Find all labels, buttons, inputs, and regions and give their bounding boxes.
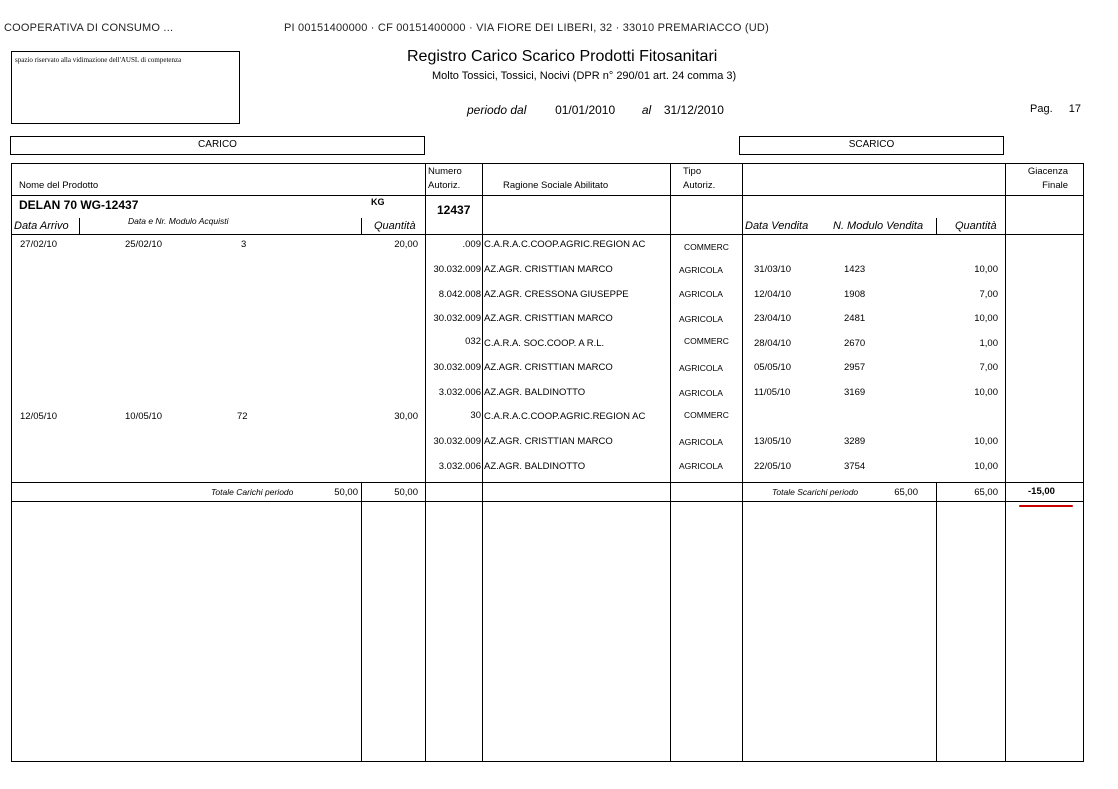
scarico-ragione: AZ.AGR. BALDINOTTO (484, 461, 586, 472)
product-name: DELAN 70 WG-12437 (19, 198, 139, 212)
scarico-numero: 3.032.006 (438, 461, 481, 472)
period-to: 31/12/2010 (663, 103, 724, 117)
col-tipo-2: Autoriz. (683, 180, 716, 191)
col-data-arrivo: Data Arrivo (14, 220, 69, 232)
period-from: 01/01/2010 (555, 103, 616, 117)
scarico-numero: 032 (465, 336, 481, 347)
scarico-data: 13/05/10 (754, 436, 791, 447)
col-tipo-1: Tipo (683, 166, 702, 177)
scarico-data: 31/03/10 (754, 264, 791, 275)
scarico-ragione: AZ.AGR. BALDINOTTO (484, 387, 586, 398)
header-divider (11, 195, 1084, 196)
carico-data-modulo: 25/02/10 (125, 239, 162, 250)
totale-carichi-label: Totale Carichi periodo (211, 487, 294, 497)
scarico-data: 12/04/10 (754, 289, 791, 300)
page-number: Pag. 17 (1030, 103, 1082, 115)
scarico-tipo: AGRICOLA (679, 363, 723, 373)
product-unit: KG (371, 197, 385, 207)
scarico-modulo: 3169 (844, 387, 866, 398)
scarico-numero: .009 (462, 239, 481, 250)
col-divider (936, 482, 937, 762)
totale-scarichi: 65,00 (974, 487, 998, 498)
scarico-numero: 30.032.009 (433, 264, 481, 275)
scarico-quantita: 7,00 (979, 362, 998, 373)
scarico-quantita: 1,00 (979, 338, 998, 349)
col-numero-2: Autoriz. (428, 180, 461, 191)
scarico-modulo: 1423 (844, 264, 866, 275)
col-divider (361, 218, 362, 235)
period-to-label: al (641, 103, 652, 117)
scarico-quantita: 10,00 (974, 436, 998, 447)
col-nome-prodotto: Nome del Prodotto (19, 180, 99, 191)
col-data-vendita: Data Vendita (745, 220, 809, 232)
col-divider (79, 218, 80, 235)
scarico-tipo: COMMERC (684, 410, 729, 420)
scarico-modulo: 2670 (844, 338, 866, 349)
period-range (467, 103, 724, 117)
scarico-numero: 30.032.009 (433, 313, 481, 324)
totale-scarichi-label: Totale Scarichi periodo (772, 487, 859, 497)
carico-quantita: 20,00 (394, 239, 418, 250)
red-underline-mark (1019, 505, 1073, 507)
col-divider (361, 482, 362, 762)
page-title: Registro Carico Scarico Prodotti Fitosanitari (407, 48, 718, 65)
scarico-ragione: AZ.AGR. CRISTTIAN MARCO (484, 436, 613, 447)
scarico-tipo: AGRICOLA (679, 388, 723, 398)
scarico-numero: 30.032.009 (433, 436, 481, 447)
scarico-tipo: AGRICOLA (679, 265, 723, 275)
scarico-tipo: COMMERC (684, 242, 729, 252)
col-divider (482, 163, 483, 762)
scarico-data: 28/04/10 (754, 338, 791, 349)
scarico-numero: 30.032.009 (433, 362, 481, 373)
col-numero-1: Numero (428, 166, 462, 177)
scarico-ragione: C.A.R.A. SOC.COOP. A R.L. (484, 338, 605, 349)
scarico-ragione: AZ.AGR. CRESSONA GIUSEPPE (484, 289, 629, 300)
col-giacenza-2: Finale (1042, 180, 1068, 191)
scarico-numero: 30 (470, 410, 481, 421)
scarico-numero: 3.032.006 (438, 387, 481, 398)
scarico-modulo: 1908 (844, 289, 866, 300)
scarico-ragione: C.A.R.A.C.COOP.AGRIC.REGION AC (484, 239, 646, 250)
carico-data-arrivo: 12/05/10 (20, 411, 57, 422)
col-quantita-scarico: Quantità (955, 220, 997, 232)
scarico-modulo: 3754 (844, 461, 866, 472)
scarico-tipo: AGRICOLA (679, 437, 723, 447)
col-giacenza-1: Giacenza (1027, 166, 1068, 177)
scarico-quantita: 10,00 (974, 461, 998, 472)
col-data-nr-modulo: Data e Nr. Modulo Acquisti (128, 216, 229, 226)
totale-carichi: 50,00 (394, 487, 418, 498)
scarico-tipo: AGRICOLA (679, 289, 723, 299)
scarico-section-label: SCARICO (739, 136, 1004, 155)
reserved-space-box: spazio riservato alla vidimazione dell'AUSL di competenza (11, 51, 240, 124)
column-header-divider (11, 234, 1084, 235)
totals-top-divider (11, 482, 1084, 483)
totals-bottom-divider (11, 501, 1084, 502)
scarico-data: 05/05/10 (754, 362, 791, 373)
col-divider (1005, 163, 1006, 762)
col-divider (670, 163, 671, 762)
scarico-quantita: 10,00 (974, 313, 998, 324)
carico-data-arrivo: 27/02/10 (20, 239, 57, 250)
carico-section-label: CARICO (10, 136, 425, 155)
totale-carichi-periodo: 50,00 (334, 487, 358, 498)
scarico-data: 23/04/10 (754, 313, 791, 324)
scarico-ragione: AZ.AGR. CRISTTIAN MARCO (484, 362, 613, 373)
col-quantita-carico: Quantità (374, 220, 416, 232)
scarico-ragione: AZ.AGR. CRISTTIAN MARCO (484, 264, 613, 275)
carico-quantita: 30,00 (394, 411, 418, 422)
scarico-quantita: 7,00 (979, 289, 998, 300)
product-registration: 12437 (437, 203, 471, 217)
scarico-tipo: AGRICOLA (679, 314, 723, 324)
col-divider (936, 218, 937, 235)
period-from-label: periodo dal (467, 103, 527, 117)
scarico-ragione: AZ.AGR. CRISTTIAN MARCO (484, 313, 613, 324)
col-ragione-sociale: Ragione Sociale Abilitato (503, 180, 609, 191)
scarico-ragione: C.A.R.A.C.COOP.AGRIC.REGION AC (484, 411, 646, 422)
scarico-modulo: 2957 (844, 362, 866, 373)
company-details: PI 00151400000 · CF 00151400000 · VIA FIORE DEI LIBERI, 32 · 33010 PREMARIACCO (UD) (284, 22, 769, 34)
carico-nr-modulo: 72 (237, 411, 248, 422)
scarico-modulo: 2481 (844, 313, 866, 324)
scarico-tipo: AGRICOLA (679, 461, 723, 471)
carico-nr-modulo: 3 (241, 239, 247, 250)
scarico-data: 22/05/10 (754, 461, 791, 472)
scarico-quantita: 10,00 (974, 264, 998, 275)
col-n-modulo-vendita: N. Modulo Vendita (833, 220, 924, 232)
scarico-quantita: 10,00 (974, 387, 998, 398)
company-name: COOPERATIVA DI CONSUMO ... (4, 22, 174, 34)
page-subtitle: Molto Tossici, Tossici, Nocivi (DPR n° 290/01 art. 24 comma 3) (432, 70, 737, 82)
carico-data-modulo: 10/05/10 (125, 411, 162, 422)
scarico-modulo: 3289 (844, 436, 866, 447)
scarico-tipo: COMMERC (684, 336, 729, 346)
col-divider (742, 163, 743, 762)
totale-scarichi-periodo: 65,00 (894, 487, 918, 498)
giacenza-finale: -15,00 (1028, 486, 1055, 497)
scarico-numero: 8.042.008 (438, 289, 481, 300)
scarico-data: 11/05/10 (754, 387, 791, 398)
